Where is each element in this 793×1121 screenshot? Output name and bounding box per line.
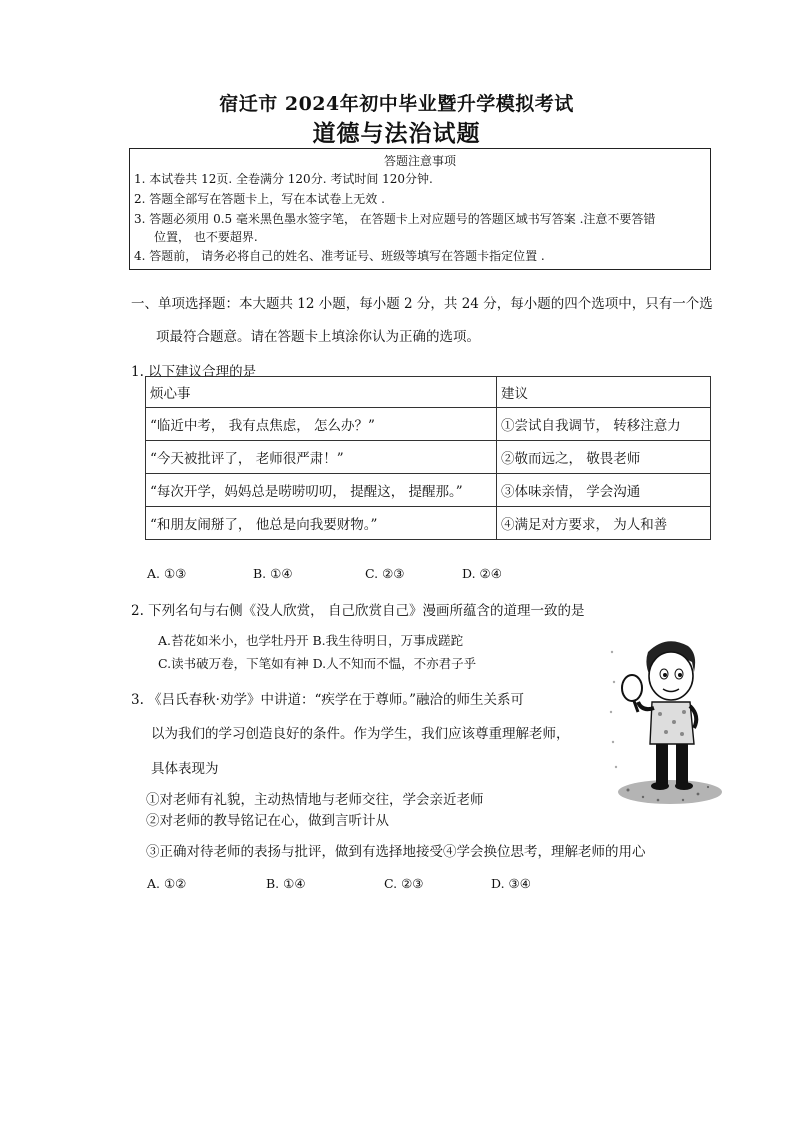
table-header-cell: 烦心事 bbox=[146, 377, 497, 408]
table-cell: “临近中考， 我有点焦虑， 怎么办？” bbox=[146, 408, 497, 441]
table-header-row bbox=[146, 377, 711, 408]
question-1-table bbox=[145, 376, 711, 540]
question-1-option-a: A. ①③ bbox=[147, 566, 187, 581]
question-3-stem: 3. 《吕氏春秋·劝学》中讲道：“疾学在于尊师。”融洽的师生关系可 bbox=[131, 692, 525, 708]
table-header-cell: 建议 bbox=[497, 377, 711, 408]
table-row bbox=[146, 408, 711, 441]
boy-with-mirror-icon bbox=[608, 632, 723, 807]
table-cell: “今天被批评了， 老师很严肃！” bbox=[146, 441, 497, 474]
question-3-option-b: B. ①④ bbox=[266, 876, 306, 891]
question-3-statement: ③正确对待老师的表扬与批评，做到有选择地接受④学会换位思考，理解老师的用心 bbox=[146, 844, 646, 860]
question-2-options-cd: C.读书破万卷，下笔如有神 D.人不知而不愠，不亦君子乎 bbox=[158, 656, 477, 671]
section-heading-cont: 项最符合题意。请在答题卡上填涂你认为正确的选项。 bbox=[156, 329, 480, 345]
table-row bbox=[146, 507, 711, 540]
question-3-stem-cont: 具体表现为 bbox=[151, 761, 219, 777]
question-3-stem-cont: 以为我们的学习创造良好的条件。作为学生，我们应该尊重理解老师， bbox=[151, 726, 570, 742]
question-3-option-a: A. ①② bbox=[147, 876, 187, 891]
section-heading: 一、单项选择题：本大题共 12 小题，每小题 2 分，共 24 分，每小题的四个选项中，只有一个选 bbox=[131, 296, 713, 312]
instruction-item: 位置， 也不要超界. bbox=[154, 230, 258, 244]
instructions-box bbox=[129, 148, 711, 270]
question-3-option-d: D. ③④ bbox=[491, 876, 531, 891]
table-cell: ①尝试自我调节， 转移注意力 bbox=[497, 408, 711, 441]
table-cell: ②敬而远之， 敬畏老师 bbox=[497, 441, 711, 474]
instruction-item: 4. 答题前， 请务必将自己的姓名、准考证号、班级等填写在答题卡指定位置 . bbox=[134, 249, 545, 263]
table-cell: “和朋友闹掰了， 他总是向我要财物。” bbox=[146, 507, 497, 540]
question-3-statement: ①对老师有礼貌，主动热情地与老师交往，学会亲近老师 bbox=[146, 792, 484, 808]
table-cell: ④满足对方要求， 为人和善 bbox=[497, 507, 711, 540]
question-1-option-d: D. ②④ bbox=[462, 566, 502, 581]
question-2-stem: 2. 下列名句与右侧《没人欣赏， 自己欣赏自己》漫画所蕴含的道理一致的是 bbox=[131, 603, 585, 619]
question-1-option-c: C. ②③ bbox=[365, 566, 405, 581]
table-row bbox=[146, 441, 711, 474]
instruction-item: 3. 答题必须用 0.5 毫米黑色墨水签字笔， 在答题卡上对应题号的答题区域书写答案 .注意不要答错 bbox=[134, 212, 656, 226]
question-2-options-ab: A.苔花如米小，也学牡丹开 B.我生待明日，万事成蹉跎 bbox=[158, 633, 464, 648]
table-row bbox=[146, 474, 711, 507]
instructions-heading: 答题注意事项 bbox=[383, 154, 456, 168]
table-cell: “每次开学，妈妈总是唠唠叨叨， 提醒这， 提醒那。” bbox=[146, 474, 497, 507]
question-3-option-c: C. ②③ bbox=[384, 876, 424, 891]
question-1-option-b: B. ①④ bbox=[253, 566, 293, 581]
table-cell: ③体味亲情， 学会沟通 bbox=[497, 474, 711, 507]
instruction-item: 2. 答题全部写在答题卡上，写在本试卷上无效 . bbox=[134, 192, 385, 206]
question-3-statement: ②对老师的教导铭记在心，做到言听计从 bbox=[146, 813, 389, 829]
exam-title: 宿迁市 2024年初中毕业暨升学模拟考试 bbox=[219, 93, 574, 115]
instruction-item: 1. 本试卷共 12页. 全卷满分 120分. 考试时间 120分钟. bbox=[134, 172, 433, 186]
question-1-stem: 1. 以下建议合理的是 bbox=[131, 364, 257, 380]
subject-title: 道德与法治试题 bbox=[312, 120, 481, 147]
